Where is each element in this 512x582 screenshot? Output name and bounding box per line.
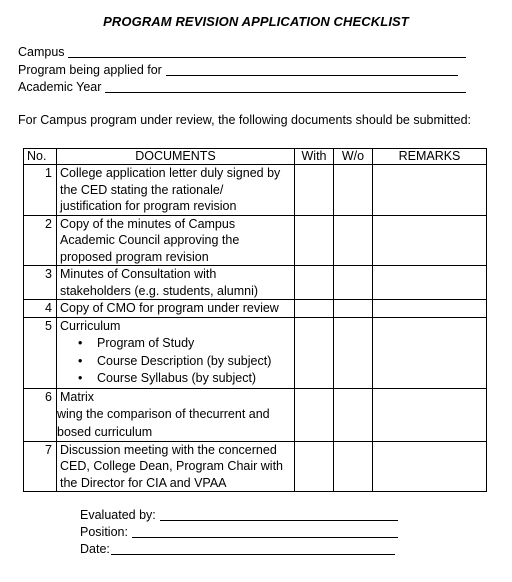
header-remarks: REMARKS xyxy=(373,149,487,165)
row-number: 2 xyxy=(24,215,57,266)
remarks-cell[interactable] xyxy=(373,300,487,318)
row-number: 7 xyxy=(24,441,57,492)
document-cell xyxy=(57,317,295,388)
list-item xyxy=(60,370,291,388)
remarks-cell[interactable] xyxy=(373,441,487,492)
without-cell[interactable] xyxy=(334,165,373,216)
with-cell[interactable] xyxy=(295,266,334,300)
row-number: 3 xyxy=(24,266,57,300)
bullet-text: Program of Study xyxy=(97,336,195,350)
bullet-icon: • xyxy=(78,336,83,350)
remarks-cell[interactable] xyxy=(373,317,487,388)
document-line: College application letter duly signed by xyxy=(60,166,281,180)
row-number: 4 xyxy=(24,300,57,318)
bullet-text: Course Syllabus (by subject) xyxy=(97,371,257,385)
with-cell[interactable] xyxy=(295,317,334,388)
academic-year-label: Academic Year xyxy=(18,80,102,94)
without-cell[interactable] xyxy=(334,441,373,492)
document-cell xyxy=(57,300,295,318)
table-header-row xyxy=(24,149,487,165)
document-line: justification for program revision xyxy=(60,199,237,213)
bullet-text: Course Description (by subject) xyxy=(97,353,272,368)
header-wo: W/o xyxy=(334,149,373,165)
document-line: Matrix xyxy=(60,389,95,404)
intro-text: For Campus program under review, the following documents should be submitted: xyxy=(18,113,472,127)
document-line: Minutes of Consultation with xyxy=(60,267,217,281)
with-cell[interactable] xyxy=(295,388,334,441)
document-line: Academic Council approving the xyxy=(60,233,240,247)
document-line: Discussion meeting with the concerned xyxy=(60,442,277,457)
evaluated-by-label: Evaluated by: xyxy=(80,508,156,522)
table-row xyxy=(24,441,487,492)
without-cell[interactable] xyxy=(334,215,373,266)
document-line: the Director for CIA and VPAA xyxy=(60,475,227,490)
without-cell[interactable] xyxy=(334,317,373,388)
document-line: proposed program revision xyxy=(60,249,209,264)
without-cell[interactable] xyxy=(334,388,373,441)
document-line: Curriculum xyxy=(60,318,121,333)
table-row xyxy=(24,300,487,318)
with-cell[interactable] xyxy=(295,165,334,216)
table-row xyxy=(24,388,487,441)
academic-year-field[interactable] xyxy=(105,92,466,93)
document-line: stakeholders (e.g. students, alumni) xyxy=(60,283,259,298)
header-documents: DOCUMENTS xyxy=(57,149,295,165)
table-row xyxy=(24,165,487,216)
remarks-cell[interactable] xyxy=(373,165,487,216)
document-line: CED, College Dean, Program Chair with xyxy=(60,459,284,473)
date-field[interactable] xyxy=(111,554,395,555)
bullet-icon: • xyxy=(78,371,83,385)
bullet-icon: • xyxy=(78,353,83,368)
row-number: 5 xyxy=(24,317,57,388)
program-label: Program being applied for xyxy=(18,63,162,77)
list-item xyxy=(60,335,291,353)
row-number: 1 xyxy=(24,165,57,216)
document-cell xyxy=(57,388,295,441)
document-cell xyxy=(57,165,295,216)
campus-field[interactable] xyxy=(68,57,466,58)
table-row xyxy=(24,266,487,300)
document-cell xyxy=(57,441,295,492)
document-line: Copy of CMO for program under review xyxy=(60,301,279,315)
campus-label: Campus xyxy=(18,45,65,59)
document-line: Copy of the minutes of Campus xyxy=(60,216,236,231)
with-cell[interactable] xyxy=(295,441,334,492)
header-with: With xyxy=(295,149,334,165)
without-cell[interactable] xyxy=(334,300,373,318)
remarks-cell[interactable] xyxy=(373,215,487,266)
remarks-cell[interactable] xyxy=(373,266,487,300)
document-cell xyxy=(57,215,295,266)
document-line: the CED stating the rationale/ xyxy=(60,182,224,197)
date-label: Date: xyxy=(80,542,110,556)
evaluated-by-field[interactable] xyxy=(160,520,398,521)
page-title: PROGRAM REVISION APPLICATION CHECKLIST xyxy=(103,14,409,29)
document-cell xyxy=(57,266,295,300)
row-number: 6 xyxy=(24,388,57,441)
remarks-cell[interactable] xyxy=(373,388,487,441)
document-line: bosed curriculum xyxy=(57,425,153,439)
header-no: No. xyxy=(24,149,57,165)
document-line: wing the comparison of thecurrent and xyxy=(57,407,270,421)
documents-table xyxy=(23,148,487,492)
with-cell[interactable] xyxy=(295,215,334,266)
position-label: Position: xyxy=(80,525,128,539)
program-field[interactable] xyxy=(166,75,458,76)
without-cell[interactable] xyxy=(334,266,373,300)
with-cell[interactable] xyxy=(295,300,334,318)
table-row xyxy=(24,215,487,266)
position-field[interactable] xyxy=(132,537,398,538)
list-item xyxy=(60,353,291,371)
table-row xyxy=(24,317,487,388)
